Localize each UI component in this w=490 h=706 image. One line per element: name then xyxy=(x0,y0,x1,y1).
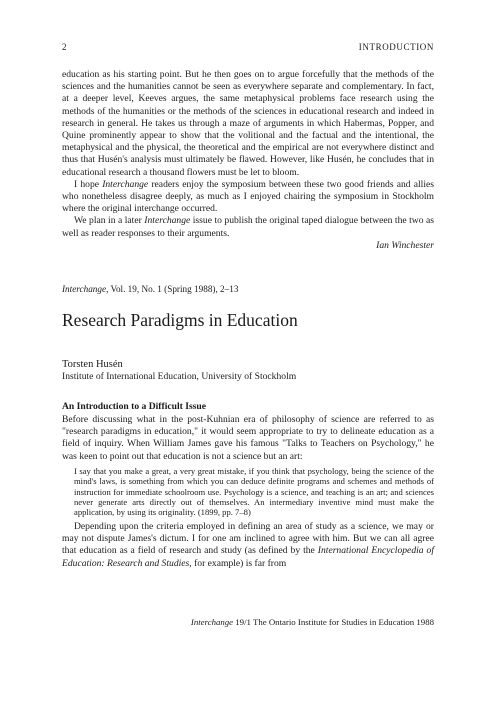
page-number: 2 xyxy=(62,42,67,52)
article-title: Research Paradigms in Education xyxy=(62,310,298,331)
quote-reference: (1899, pp. 7–8) xyxy=(197,507,251,518)
section-heading: An Introduction to a Difficult Issue xyxy=(62,401,207,413)
running-head-section: INTRODUCTION xyxy=(358,42,434,52)
journal-name-italic: Interchange xyxy=(102,178,149,190)
body-paragraph-2 xyxy=(62,521,434,570)
citation-details: , Vol. 19, No. 1 (Spring 1988), 2–13 xyxy=(106,284,239,295)
intro-paragraph-2 xyxy=(62,179,434,216)
intro-paragraph-1: education as his starting point. But he then goes on to argue forcefully that the methods of the sciences and the humanities cannot be seen as everywhere separate and complementary. In fact, at a deeper level, Keeves argues, the same metaphysical problems face research using the methods of the humanities or the methods of the sciences in educational research and indeed in research in general. He takes us through a maze of arguments in which Habermas, Popper, and Quine prominently appear to show that the volitional and the factual and the intentional, the metaphysical and the physical, the theoretical and the empirical are not everywhere distinct and thus that Husén's analysis must ultimately be flawed. However, like Husén, he concludes that in educational research a thousand flowers must be let to bloom. xyxy=(62,69,434,178)
journal-page xyxy=(62,40,434,570)
intro-paragraph-2-rest: readers enjoy the symposium between these two good friends and allies who nonetheless disagree deeply, as much as I enjoyed chairing the symposium in Stockholm where the original interchange occurred. xyxy=(62,178,434,215)
page-footer xyxy=(62,616,434,628)
intro-paragraph-2-start: I hope xyxy=(74,178,103,190)
quote-text: I say that you make a great, a very great mistake, if you think that psychology, being the science of the mind's laws, is something from which you can deduce definite programs and schemes and methods of instruction for immediate schoolroom use. Psychology is a science, and teaching is an art; and sciences never generate arts directly out of themselves. An intermediary inventive mind must make the application, by using its originality. xyxy=(74,465,434,518)
body-paragraph-1: Before discussing what in the post-Kuhnian era of philosophy of science are referred to as "research paradigms in education," it would seem appropriate to try to delineate education as a field of inquiry. When William James gave his famous "Talks to Teachers on Psychology," he was keen to point out that education is not a science but an art: xyxy=(62,414,434,462)
footer-journal: Interchange xyxy=(190,617,234,627)
intro-paragraph-3-rest: issue to publish the original taped dialogue between the two as well as reader responses to their arguments. xyxy=(62,215,434,239)
author-affiliation: Institute of International Education, University of Stockholm xyxy=(62,371,297,383)
body-paragraph-2-start: Depending upon the criteria employed in defining an area of study as a science, we may or may not dispute James's dictum. I for one am inclined to agree with him. But we can all agree that education as a field of research and study (as defined by the xyxy=(62,520,434,557)
block-quote xyxy=(74,466,434,518)
footer-publisher: 19/1 The Ontario Institute for Studies in Education 1988 xyxy=(233,617,434,627)
body-paragraph-2-rest: , for example) is far from xyxy=(189,557,287,569)
editor-signature: Ian Winchester xyxy=(376,239,434,251)
intro-paragraph-3 xyxy=(62,215,434,239)
encyclopedia-title: International Encyclopedia of Education: Research and Studies xyxy=(62,545,434,569)
citation-journal: Interchange xyxy=(62,284,107,295)
intro-paragraph-3-start: We plan in a later xyxy=(74,215,145,227)
running-head xyxy=(62,40,434,54)
author-name: Torsten Husén xyxy=(62,359,123,371)
article-citation xyxy=(62,282,434,296)
journal-name-italic: Interchange xyxy=(144,215,191,227)
